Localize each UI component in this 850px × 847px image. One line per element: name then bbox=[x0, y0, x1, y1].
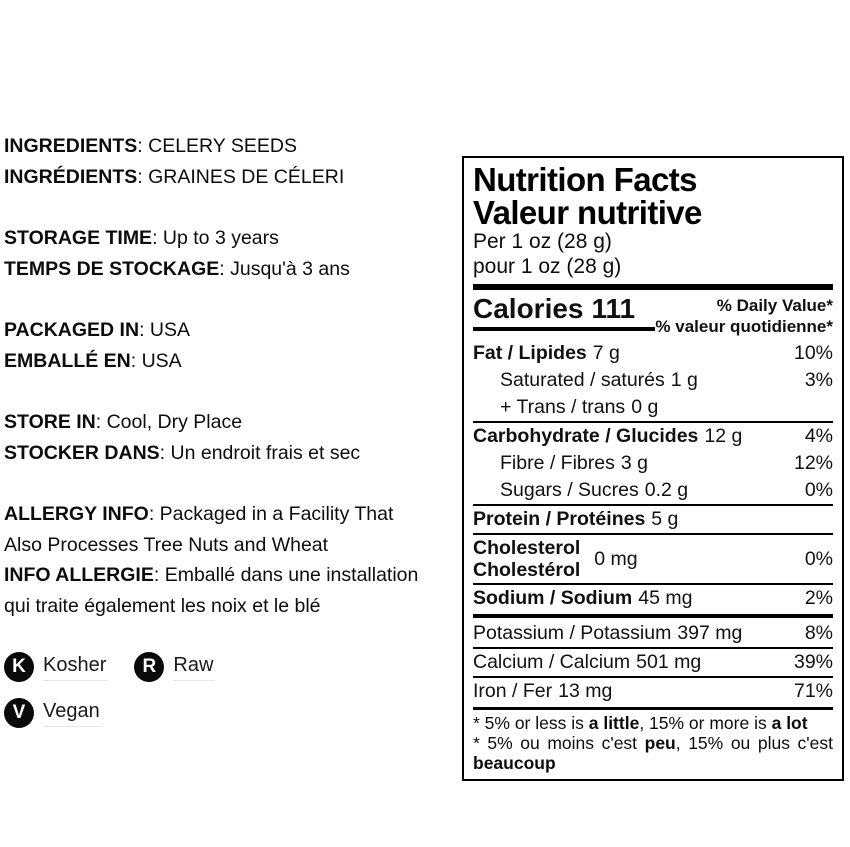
nutrient-amount: 13 mg bbox=[558, 680, 613, 702]
colon: : bbox=[159, 441, 171, 464]
nutrient-amount: 45 mg bbox=[638, 587, 693, 609]
nutrient-row-fat bbox=[473, 340, 833, 367]
colon: : bbox=[219, 257, 231, 280]
nutrient-name: Cholesterol Cholestérol bbox=[473, 537, 581, 581]
nft-title-fr: Valeur nutritive bbox=[473, 194, 702, 231]
nutrient-name: Potassium / Potassium bbox=[473, 622, 672, 644]
store-value-en: Cool, Dry Place bbox=[106, 411, 243, 433]
daily-value-header-en: % Daily Value* bbox=[716, 296, 833, 315]
storage-time-block bbox=[4, 223, 460, 284]
nutrient-dv: 2% bbox=[804, 587, 833, 609]
nutrient-name: Protein / Protéines bbox=[473, 508, 646, 530]
nutrient-dv: 4% bbox=[804, 425, 833, 447]
nutrient-name: Fat / Lipides bbox=[473, 342, 587, 364]
packaged-label-en: PACKAGED IN bbox=[4, 319, 140, 341]
nutrient-name: Carbohydrate / Glucides bbox=[473, 425, 699, 447]
nutrition-facts-panel bbox=[462, 156, 844, 781]
nutrient-amount: 1 g bbox=[670, 369, 698, 391]
daily-value-header bbox=[655, 293, 833, 337]
nutrient-row-sugars bbox=[473, 477, 833, 504]
raw-icon: R bbox=[134, 652, 164, 682]
nutrient-amount: 12 g bbox=[704, 425, 743, 447]
raw-badge bbox=[134, 652, 215, 682]
vegan-icon: V bbox=[4, 698, 34, 728]
ingredients-label-en: INGREDIENTS bbox=[4, 135, 138, 157]
badge-row-2 bbox=[4, 698, 460, 728]
nutrient-dv: 39% bbox=[793, 651, 833, 673]
allergy-label-fr: INFO ALLERGIE bbox=[4, 564, 154, 586]
ingredients-label-fr: INGRÉDIENTS bbox=[4, 165, 138, 188]
storage-line-en bbox=[4, 223, 460, 254]
vegan-label: Vegan bbox=[43, 699, 102, 727]
ingredients-line-fr bbox=[4, 162, 460, 193]
nutrient-dv: 12% bbox=[793, 452, 833, 474]
ingredients-value-en: CELERY SEEDS bbox=[148, 135, 297, 157]
nutrient-amount: 7 g bbox=[592, 342, 620, 364]
kosher-icon: K bbox=[4, 652, 34, 682]
colon: : bbox=[153, 564, 165, 586]
nutrient-name: Saturated / saturés bbox=[500, 369, 665, 391]
store-label-fr: STOCKER DANS bbox=[4, 441, 160, 464]
nutrient-amount: 0 g bbox=[631, 396, 659, 418]
colon: : bbox=[139, 319, 150, 341]
nutrient-name: Fibre / Fibres bbox=[500, 452, 615, 474]
allergy-label-en: ALLERGY INFO bbox=[4, 503, 149, 525]
nutrient-dv: 71% bbox=[793, 680, 833, 702]
calories-band bbox=[473, 292, 833, 340]
separator-bar-minerals bbox=[473, 614, 833, 618]
kosher-badge bbox=[4, 652, 108, 682]
nutrient-dv: 0% bbox=[804, 479, 833, 501]
nutrient-dv: 8% bbox=[804, 622, 833, 644]
colon: : bbox=[137, 135, 149, 157]
kosher-label: Kosher bbox=[43, 653, 108, 681]
nutrient-amount: 397 mg bbox=[677, 622, 743, 644]
allergy-line2-fr: qui traite également les noix et le blé bbox=[4, 594, 321, 617]
nutrient-name: Sugars / Sucres bbox=[500, 479, 639, 501]
nutrient-row-cholesterol bbox=[473, 533, 833, 583]
badge-row-1 bbox=[4, 652, 460, 682]
storage-value-fr: Jusqu'à 3 ans bbox=[230, 257, 350, 280]
store-value-fr: Un endroit frais et sec bbox=[170, 441, 361, 464]
ingredients-value-fr: GRAINES DE CÉLERI bbox=[148, 165, 345, 188]
allergy-line2-en: Also Processes Tree Nuts and Wheat bbox=[4, 533, 329, 556]
store-label-en: STORE IN bbox=[4, 411, 96, 433]
ingredients-line-en bbox=[4, 131, 460, 162]
store-line-fr bbox=[4, 438, 460, 469]
nutrient-row-fibre bbox=[473, 450, 833, 477]
nutrient-row-protein bbox=[473, 504, 833, 533]
nutrient-name: + Trans / trans bbox=[500, 396, 626, 418]
allergy-line1-fr bbox=[4, 560, 460, 591]
allergy-line1-en bbox=[4, 499, 460, 530]
daily-value-header-fr: % valeur quotidienne* bbox=[655, 317, 833, 336]
storage-label-fr: TEMPS DE STOCKAGE bbox=[4, 257, 220, 280]
serving-size-fr: pour 1 oz (28 g) bbox=[473, 255, 622, 278]
storage-value-en: Up to 3 years bbox=[162, 227, 279, 249]
nutrient-row-iron bbox=[473, 676, 833, 705]
nutrient-name: Iron / Fer bbox=[473, 680, 553, 702]
allergy-value-fr: Emballé dans une installation bbox=[164, 564, 419, 586]
colon: : bbox=[152, 227, 163, 249]
nutrient-name: Calcium / Calcium bbox=[473, 651, 631, 673]
footnote-fr: * 5% ou moins c'est peu, 15% ou plus c'est beaucoup bbox=[473, 733, 833, 773]
calories-number: 111 bbox=[591, 293, 636, 324]
calories-word: Calories bbox=[473, 293, 584, 324]
ingredients-block bbox=[4, 131, 460, 192]
nutrient-amount: 5 g bbox=[651, 508, 679, 530]
nutrient-dv: 0% bbox=[804, 547, 833, 570]
nutrient-name: Sodium / Sodium bbox=[473, 587, 633, 609]
footnote-en: * 5% or less is a little, 15% or more is a lot bbox=[473, 713, 808, 733]
packaged-line-en bbox=[4, 315, 460, 346]
nutrient-amount: 501 mg bbox=[636, 651, 702, 673]
serving-size-en: Per 1 oz (28 g) bbox=[473, 230, 612, 253]
nutrient-row-potassium bbox=[473, 620, 833, 647]
nutrient-row-carbohydrate bbox=[473, 421, 833, 450]
colon: : bbox=[130, 349, 142, 372]
nutrient-amount: 3 g bbox=[620, 452, 648, 474]
nutrient-dv: 3% bbox=[804, 369, 833, 391]
allergy-value-en: Packaged in a Facility That bbox=[159, 503, 394, 525]
packaged-in-block bbox=[4, 315, 460, 376]
product-info-column bbox=[4, 131, 460, 744]
colon: : bbox=[95, 411, 107, 433]
colon: : bbox=[148, 503, 160, 525]
nutrient-row-trans bbox=[473, 394, 833, 421]
packaged-value-fr: USA bbox=[141, 349, 182, 372]
storage-line-fr bbox=[4, 254, 460, 285]
packaged-value-en: USA bbox=[149, 319, 191, 341]
packaged-label-fr: EMBALLÉ EN bbox=[4, 349, 131, 372]
nutrient-dv: 10% bbox=[793, 342, 833, 364]
store-line-en bbox=[4, 407, 460, 438]
colon: : bbox=[137, 165, 149, 188]
calories-value bbox=[473, 293, 655, 331]
vegan-badge bbox=[4, 698, 102, 728]
separator-bar-top bbox=[473, 284, 833, 290]
nutrient-row-calcium bbox=[473, 647, 833, 676]
raw-label: Raw bbox=[173, 653, 215, 681]
nutrient-row-sodium bbox=[473, 583, 833, 612]
packaged-line-fr bbox=[4, 346, 460, 377]
separator-bar-footnote bbox=[473, 707, 833, 710]
allergy-info-block bbox=[4, 499, 460, 621]
store-in-block bbox=[4, 407, 460, 468]
nft-title-en: Nutrition Facts bbox=[473, 161, 697, 198]
nutrient-amount: 0 mg bbox=[594, 547, 638, 570]
certification-badges bbox=[4, 652, 460, 728]
nutrient-amount: 0.2 g bbox=[644, 479, 689, 501]
storage-label-en: STORAGE TIME bbox=[4, 227, 153, 249]
nutrient-row-saturated bbox=[473, 367, 833, 394]
